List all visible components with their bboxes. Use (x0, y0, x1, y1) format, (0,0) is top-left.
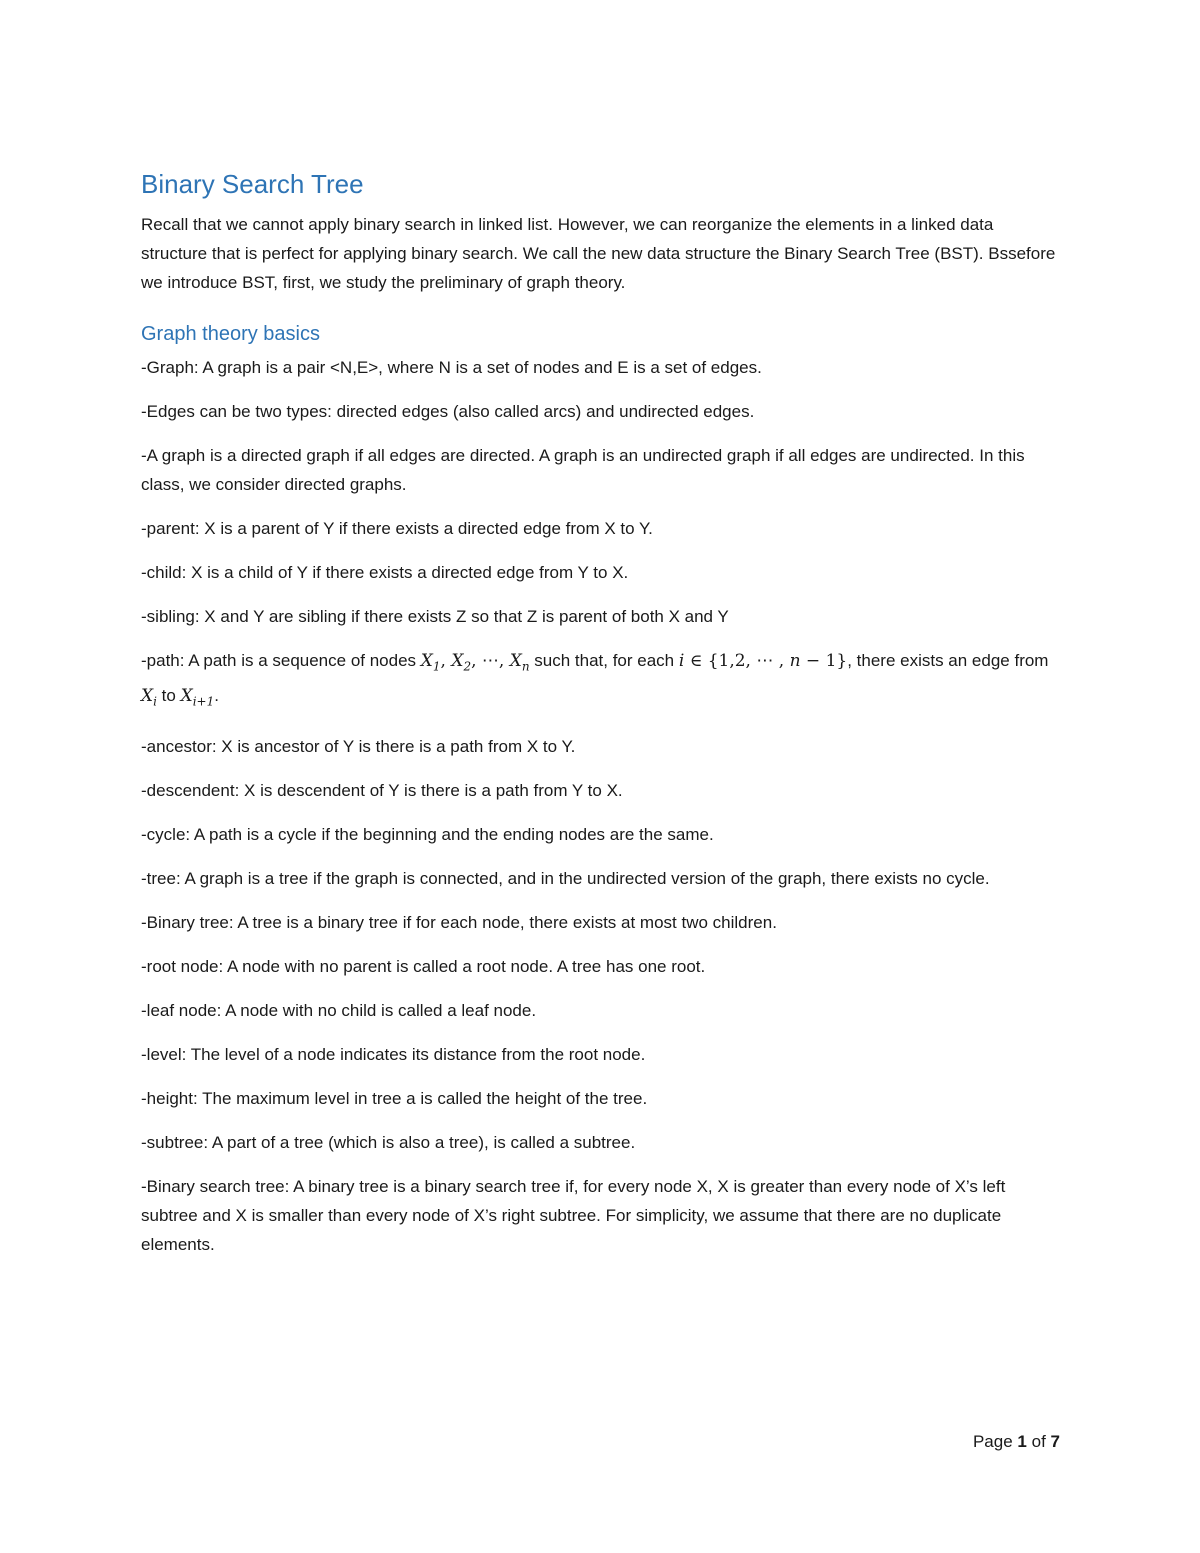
path-ellipsis: ⋯ (481, 651, 499, 671)
of-word: of (1031, 1432, 1046, 1451)
definition-height: -height: The maximum level in tree a is called the height of the tree. (141, 1088, 648, 1108)
path-x1: $X_1$ (420, 651, 441, 674)
path-i: i (678, 651, 685, 671)
definition-path: -path: A path is a sequence of nodes $X_1$, $X_2$, ⋯, $X_n$ such that, for each i ∈ {1,2, ⋯ , n − 1}, there exists an edge from $X_i$ to $X_{i+1}$. (141, 651, 1049, 709)
definition-binary-search-tree: -Binary search tree: A binary tree is a binary search tree if, for every node X, X is greater than every node of X’s left subtree and X is smaller than every node of X’s right subtree. For simplicity, we assume that there are no duplicate elements. (141, 1176, 1006, 1254)
definition-tree: -tree: A graph is a tree if the graph is connected, and in the undirected version of the graph, there exists no cycle. (141, 868, 990, 888)
path-x2: $X_2$ (451, 651, 472, 674)
path-set-close: − 1} (800, 651, 848, 671)
path-end: . (214, 686, 219, 706)
definition-parent: -parent: X is a parent of Y if there exists a directed edge from X to Y. (141, 519, 653, 538)
path-prefix: -path: A path is a sequence of nodes (141, 651, 421, 670)
path-to: to (156, 686, 181, 706)
total-pages-number: 7 (1050, 1432, 1060, 1451)
page-word: Page (972, 1432, 1013, 1451)
path-xi: $X_i$ (141, 686, 157, 709)
path-set-open: ∈ {1,2, ⋯ , (684, 651, 790, 671)
page-footer (973, 1432, 1060, 1452)
current-page-number: 1 (1017, 1432, 1027, 1451)
definition-child: -child: X is a child of Y if there exists a directed edge from Y to X. (141, 563, 629, 582)
path-xn: $X_n$ (509, 651, 530, 674)
intro-paragraph: Recall that we cannot apply binary search in linked list. However, we can reorganize the elements in a linked data structure that is perfect for applying binary search. We call the new data structure the Binary Search Tree (BST). Bssefore we introduce BST, first, we study the preliminary of graph theory. (141, 215, 1056, 292)
section-heading: Graph theory basics (141, 323, 320, 345)
path-xi1: $X_{i+1}$ (180, 686, 215, 709)
path-middle: such that, for each (529, 651, 679, 670)
definition-ancestor: -ancestor: X is ancestor of Y is there is a path from X to Y. (141, 736, 576, 756)
definition-subtree: -subtree: A part of a tree (which is also a tree), is called a subtree. (141, 1132, 636, 1152)
path-after-set: , there exists an edge from (847, 651, 1049, 670)
definition-sibling: -sibling: X and Y are sibling if there exists Z so that Z is parent of both X and Y (141, 607, 729, 626)
definition-level: -level: The level of a node indicates its distance from the root node. (141, 1044, 646, 1064)
definition-cycle: -cycle: A path is a cycle if the beginning and the ending nodes are the same. (141, 824, 714, 844)
definition-edges: -Edges can be two types: directed edges (also called arcs) and undirected edges. (141, 402, 755, 421)
path-n: n (789, 651, 801, 671)
definition-root-node: -root node: A node with no parent is called a root node. A tree has one root. (141, 956, 706, 976)
document-body (141, 166, 1061, 1274)
document-title: Binary Search Tree (141, 169, 364, 199)
definition-directed-graph: -A graph is a directed graph if all edges are directed. A graph is an undirected graph if all edges are undirected. In this class, we consider directed graphs. (141, 446, 1025, 494)
definition-leaf-node: -leaf node: A node with no child is called a leaf node. (141, 1000, 537, 1020)
definition-graph: -Graph: A graph is a pair <N,E>, where N is a set of nodes and E is a set of edges. (141, 358, 762, 377)
definition-descendent: -descendent: X is descendent of Y is there is a path from Y to X. (141, 780, 623, 800)
definition-binary-tree: -Binary tree: A tree is a binary tree if for each node, there exists at most two children. (141, 912, 777, 932)
